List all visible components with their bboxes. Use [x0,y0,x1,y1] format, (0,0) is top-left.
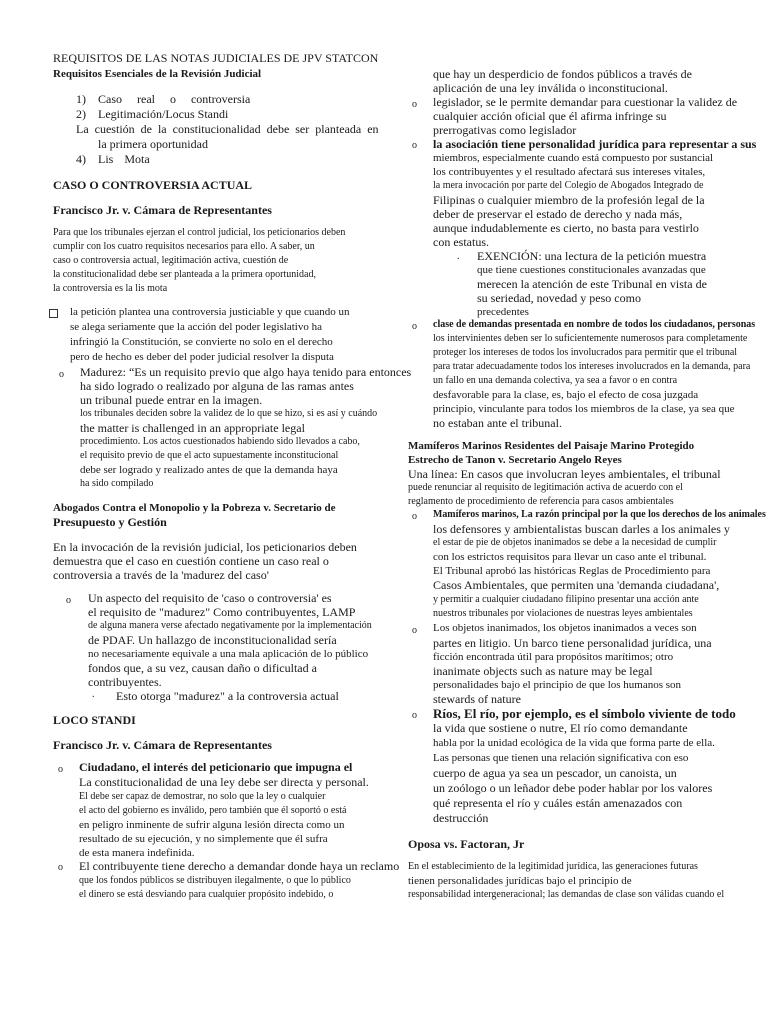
bullet-line: el estar de pie de objetos inanimados se debe a la necesidad de cumplir [433,537,717,548]
bullet-line: que los fondos públicos se distribuyen ilegalmente, o que lo público [79,875,351,886]
bullet-line: se alega seriamente que la acción del poder legislativo ha [70,321,322,333]
bullet-line: un zoólogo o un leñador debe poder hablar por los valores [433,781,713,795]
bullet-line: Casos Ambientales, que permiten una 'demanda ciudadana', [433,578,720,592]
bullet-line: infringió la Constitución, se convierte no solo en el derecho [70,336,333,348]
paragraph-line: Para que los tribunales ejerzan el control judicial, los peticionarios deben [53,227,346,238]
bullet-heading: clase de demandas presentada en nombre de todos los ciudadanos, personas [433,319,756,330]
bullet-line: que hay un desperdicio de fondos públicos a través de [433,67,692,81]
list-item: Caso real o controversia [98,92,251,106]
circle-bullet-icon: o [59,369,64,380]
bullet-line: miembros, especialmente cuando está compuesto por sustancial [433,152,714,164]
bullet-line: qué representa el río y cuáles están amenazados con [433,796,683,810]
circle-bullet-icon: o [412,140,417,151]
bullet-line: prerrogativas como legislador [433,123,577,137]
paragraph-line: cumplir con los cuatro requisitos necesarios para ello. A saber, un [53,241,315,252]
paragraph-line: tienen personalidades jurídicas bajo el principio de [408,875,632,887]
bullet-line: EXENCIÓN: una lectura de la petición muestra [477,249,707,263]
bullet-line: con estatus. [433,235,489,249]
bullet-line: el dinero se está desviando para cualquier propósito indebido, o [79,889,334,900]
list-item: la primera oportunidad [98,137,208,151]
bullet-line: legislador, se le permite demandar para cuestionar la validez de [433,95,738,109]
bullet-line: El Tribunal aprobó las históricas Reglas de Procedimiento para [433,565,711,577]
bullet-line: los tribunales deciden sobre la validez de lo que se hizo, si es así y cuándo [80,408,378,419]
bullet-line: Los objetos inanimados, los objetos inanimados a veces son [433,622,697,634]
bullet-line: aunque indudablemente es cierto, no basta para vestirlo [433,221,699,235]
bullet-heading: Ríos, El río, por ejemplo, es el símbolo viviente de todo [433,706,736,721]
list-item: Legitimación/Locus Standi [98,107,229,121]
list-number: 2) [76,107,86,121]
bullet-heading: la asociación tiene personalidad jurídica para representar a sus [433,137,757,151]
bullet-line: inanimate objects such as nature may be legal [433,664,653,678]
bullet-line: en peligro inminente de sufrir alguna lesión directa como un [79,819,345,831]
paragraph-line: caso o controversia actual, legitimación activa, cuestión de [53,255,289,266]
circle-bullet-icon: o [412,99,417,110]
dot-bullet-icon: . [92,689,95,700]
bullet-line: Esto otorga "madurez" a la controversia actual [116,689,339,703]
bullet-line: contribuyentes. [88,675,162,689]
case-heading: Francisco Jr. v. Cámara de Representantes [53,738,272,752]
bullet-line: ha sido compilado [80,478,154,489]
bullet-line: precedentes [477,306,529,318]
bullet-line: no necesariamente equivale a una mala aplicación de lo público [88,648,369,660]
bullet-line: desfavorable para la clase, es, bajo el efecto de cosa juzgada [433,389,699,401]
paragraph-line: reglamento de procedimiento de referencia para casos ambientales [408,496,674,507]
section-heading: LOCO STANDI [53,713,136,727]
bullet-line: ha sido logrado o realizado por alguna de las ramas antes [80,379,354,393]
list-number: 4) [76,152,86,166]
bullet-line: deber de preservar el estado de derecho y nada más, [433,207,683,221]
bullet-line: El debe ser capaz de demostrar, no solo que la ley o cualquier [79,791,326,802]
document-subtitle: Requisitos Esenciales de la Revisión Judicial [53,68,262,80]
bullet-heading: Ciudadano, el interés del peticionario que impugna el [79,760,353,774]
bullet-line: habla por la unidad ecológica de la vida que forma parte de ella. [433,737,715,749]
bullet-line: la vida que sostiene o nutre, El río como demandante [433,721,688,735]
bullet-line: cuerpo de agua ya sea un pescador, un canoista, un [433,766,677,780]
section-heading: CASO O CONTROVERSIA ACTUAL [53,178,253,192]
dot-bullet-icon: . [457,251,460,262]
circle-bullet-icon: o [412,321,417,332]
bullet-line: destrucción [433,811,489,825]
bullet-heading: Mamíferos marinos, La razón principal por la que los derechos de los animales [433,509,766,520]
bullet-line: resultado de su ejecución, y no simplemente que él sufra [79,833,328,845]
paragraph-line: la constitucionalidad debe ser planteada a la primera oportunidad, [53,269,316,280]
list-item: La cuestión de la constitucionalidad debe ser planteada en [76,122,379,136]
bullet-line: que tiene cuestiones constitucionales avanzadas que [477,264,706,276]
bullet-line: el requisito de "madurez" Como contribuyentes, LAMP [88,605,356,619]
square-bullet-icon [49,309,58,318]
bullet-line: merecen la atención de este Tribunal en vista de [477,277,707,291]
case-heading: Mamíferos Marinos Residentes del Paisaje Marino Protegido [408,440,695,452]
bullet-line: Madurez: “Es un requisito previo que algo haya tenido para entonces [80,365,412,379]
bullet-line: pero de hecho es deber del poder judicial resolver la disputa [70,351,334,363]
case-heading: Estrecho de Tanon v. Secretario Angelo Reyes [408,454,622,466]
list-item: Lis Mota [98,152,150,166]
paragraph-line: En el establecimiento de la legitimidad jurídica, las generaciones futuras [408,861,698,872]
paragraph-line: demuestra que el caso en cuestión contiene un caso real o [53,554,329,568]
bullet-line: Filipinas o cualquier miembro de la profesión legal de la [433,193,705,207]
bullet-line: de alguna manera verse afectado negativamente por la implementación [88,620,372,631]
bullet-line: los contribuyentes y el resultado afectará sus intereses vitales, [433,166,706,178]
bullet-line: La constitucionalidad de una ley debe ser directa y personal. [79,775,369,789]
bullet-line: partes en litigio. Un barco tiene personalidad jurídica, una [433,636,712,650]
list-number: 1) [76,92,86,106]
circle-bullet-icon: o [58,764,63,775]
paragraph-line: controversia a través de la 'madurez del caso' [53,568,269,582]
case-heading: Oposa vs. Factoran, Jr [408,837,525,851]
paragraph-line: la controversia es la lis mota [53,283,168,294]
circle-bullet-icon: o [58,862,63,873]
bullet-line: cualquier acción oficial que él afirma infringe su [433,109,667,123]
paragraph-line: responsabilidad intergeneracional; las demandas de clase son válidas cuando el [408,889,725,900]
document-title: REQUISITOS DE LAS NOTAS JUDICIALES DE JPV STATCON [53,51,379,65]
bullet-line: aplicación de una ley inválida o inconstitucional. [433,81,668,95]
circle-bullet-icon: o [412,710,417,721]
circle-bullet-icon: o [66,595,71,606]
bullet-line: El contribuyente tiene derecho a demandar donde haya un reclamo [79,859,400,873]
paragraph-line: puede renunciar al requisito de legitimación activa de acuerdo con el [408,482,683,493]
bullet-line: ficción encontrada útil para propósitos marítimos; otro [433,651,674,663]
case-heading: Presupuesto y Gestión [53,515,167,529]
bullet-line: the matter is challenged in an appropriate legal [80,421,305,435]
bullet-line: de esta manera indefinida. [79,847,195,859]
bullet-line: proteger los intereses de todos los involucrados para permitir que el tribunal [433,347,738,358]
paragraph-line: Una línea: En casos que involucran leyes ambientales, el tribunal [408,467,721,481]
bullet-line: un fallo en una demanda colectiva, ya sea a favor o en contra [433,375,678,386]
bullet-line: el requisito previo de que el acto supuestamente inconstitucional [80,450,339,461]
bullet-line: la mera invocación por parte del Colegio de Abogados Integrado de [433,180,704,191]
bullet-line: nuestros tribunales por violaciones de nuestras leyes ambientales [433,608,693,619]
bullet-line: con los estrictos requisitos para llevar un caso ante el tribunal. [433,551,707,563]
bullet-line: los defensores y ambientalistas buscan darles a los animales y [433,522,730,536]
bullet-line: Un aspecto del requisito de 'caso o controversia' es [88,591,332,605]
bullet-line: no estaban ante el tribunal. [433,416,562,430]
bullet-line: y permitir a cualquier ciudadano filipino presentar una acción ante [433,594,699,605]
bullet-line: Las personas que tienen una relación significativa con eso [433,752,689,764]
bullet-line: procedimiento. Los actos cuestionados habiendo sido llevados a cabo, [80,436,360,447]
bullet-line: fondos que, a su vez, causan daño o dificultad a [88,661,317,675]
bullet-line: stewards of nature [433,692,521,706]
case-heading: Abogados Contra el Monopolio y la Pobreza v. Secretario de [53,502,336,514]
bullet-line: el acto del gobierno es inválido, pero también que él soportó o está [79,805,347,816]
bullet-line: la petición plantea una controversia justiciable y que cuando un [70,306,350,318]
bullet-line: su seriedad, novedad y peso como [477,291,641,305]
bullet-line: personalidades bajo el principio de que los humanos son [433,679,682,691]
bullet-line: los intervinientes deben ser lo suficientemente numerosos para completamente [433,333,748,344]
bullet-line: para tratar adecuadamente todos los intereses involucrados en la demanda, para [433,361,751,372]
case-heading: Francisco Jr. v. Cámara de Representantes [53,203,272,217]
bullet-line: un tribunal puede entrar en la imagen. [80,393,263,407]
circle-bullet-icon: o [412,625,417,636]
bullet-line: de PDAF. Un hallazgo de inconstitucionalidad sería [88,633,337,647]
bullet-line: debe ser logrado y realizado antes de que la demanda haya [80,464,338,476]
bullet-line: principio, vinculante para todos los miembros de la clase, ya sea que [433,403,735,415]
paragraph-line: En la invocación de la revisión judicial, los peticionarios deben [53,540,357,554]
circle-bullet-icon: o [412,511,417,522]
